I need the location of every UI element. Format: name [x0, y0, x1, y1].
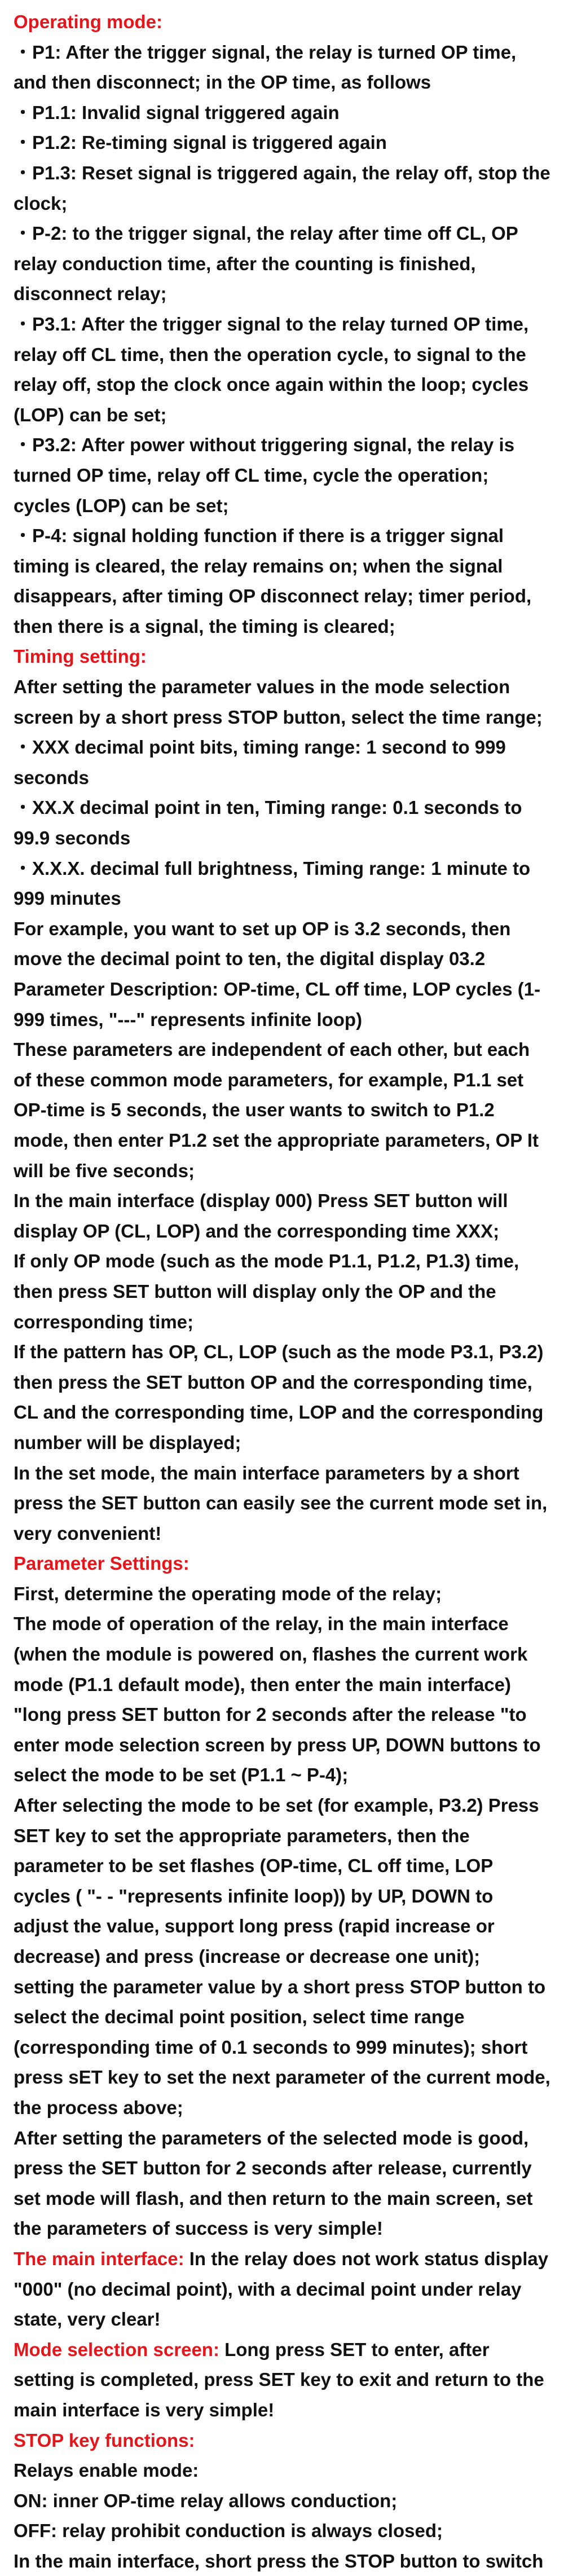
mode-selection-label: Mode selection screen: — [14, 2339, 219, 2360]
timing-setting-line: After setting the parameter values in the mode selection screen by a short press STOP button, select the time range; — [14, 672, 550, 732]
timing-setting-heading: Timing setting: — [14, 641, 550, 672]
timing-setting-line: If only OP mode (such as the mode P1.1, P1.2, P1.3) time, then press SET button will display only the OP and the corresponding time; — [14, 1246, 550, 1337]
timing-setting-line: ・XX.X decimal point in ten, Timing range: 0.1 seconds to 99.9 seconds — [14, 792, 550, 853]
operating-mode-line: ・P3.2: After power without triggering signal, the relay is turned OP time, relay off CL time, cycle the operation; cycles (LOP) can be set; — [14, 430, 550, 521]
stop-key-line: Relays enable mode: — [14, 2455, 550, 2486]
operating-mode-line: ・P1.1: Invalid signal triggered again — [14, 98, 550, 128]
stop-key-line: OFF: relay prohibit conduction is always closed; — [14, 2516, 550, 2546]
parameter-settings-line: setting the parameter value by a short press STOP button to select the decimal point position, select time range (corresponding time of 0.1 seconds to 999 minutes); short press sET key to set the next parameter of the current mode, the process above; — [14, 1972, 550, 2123]
timing-setting-section — [14, 641, 550, 1548]
operating-mode-line: ・P-2: to the trigger signal, the relay after time off CL, OP relay conduction time, after the counting is finished, disconnect relay; — [14, 218, 550, 309]
timing-setting-line: ・XXX decimal point bits, timing range: 1 second to 999 seconds — [14, 732, 550, 792]
operating-mode-line: ・P1: After the trigger signal, the relay is turned OP time, and then disconnect; in the OP time, as follows — [14, 37, 550, 98]
main-interface-paragraph — [14, 2244, 550, 2335]
parameter-settings-line: The mode of operation of the relay, in the main interface (when the module is powered on, flashes the current work mode (P1.1 default mode), then enter the main interface) "long press SET button for 2 seconds after the release "to enter mode selection screen by press UP, DOWN buttons to select the mode to be set (P1.1 ~ P-4); — [14, 1609, 550, 1790]
main-interface-label: The main interface: — [14, 2248, 184, 2269]
operating-mode-section — [14, 7, 550, 641]
parameter-settings-heading: Parameter Settings: — [14, 1548, 550, 1579]
stop-key-line: In the main interface, short press the STOP button to switch — [14, 2546, 550, 2576]
timing-setting-line: These parameters are independent of each other, but each of these common mode parameters, for example, P1.1 set OP-time is 5 seconds, the user wants to switch to P1.2 mode, then enter P1.2 set the appropriate parameters, OP It will be five seconds; — [14, 1034, 550, 1186]
parameter-settings-line: First, determine the operating mode of the relay; — [14, 1579, 550, 1609]
parameter-settings-line: After setting the parameters of the selected mode is good, press the SET button for 2 seconds after release, currently set mode will flash, and then return to the main screen, set the parameters of success is very simple! — [14, 2123, 550, 2244]
parameter-settings-section — [14, 1548, 550, 2244]
operating-mode-line: ・P-4: signal holding function if there is a trigger signal timing is cleared, the relay remains on; when the signal disappears, after timing OP disconnect relay; timer period, then there is a signal, the timing is cleared; — [14, 521, 550, 641]
main-interface-text: In the relay does not work status display "000" (no decimal point), with a decimal point under relay state, very clear! — [14, 2248, 548, 2330]
timing-setting-line: In the set mode, the main interface parameters by a short press the SET button can easily see the current mode set in, very convenient! — [14, 1458, 550, 1549]
timing-setting-line: Parameter Description: OP-time, CL off time, LOP cycles (1-999 times, "---" represents infinite loop) — [14, 974, 550, 1034]
operating-mode-line: ・P1.3: Reset signal is triggered again, the relay off, stop the clock; — [14, 158, 550, 218]
stop-key-heading: STOP key functions: — [14, 2425, 550, 2456]
timing-setting-line: ・X.X.X. decimal full brightness, Timing range: 1 minute to 999 minutes — [14, 853, 550, 914]
mode-selection-text: Long press SET to enter, after setting is completed, press SET key to exit and return to the main interface is very simple! — [14, 2339, 544, 2420]
timing-setting-line: In the main interface (display 000) Press SET button will display OP (CL, LOP) and the corresponding time XXX; — [14, 1186, 550, 1246]
mode-selection-paragraph — [14, 2335, 550, 2425]
operating-mode-line: ・P1.2: Re-timing signal is triggered again — [14, 127, 550, 158]
stop-key-line: ON: inner OP-time relay allows conduction; — [14, 2486, 550, 2516]
parameter-settings-line: After selecting the mode to be set (for example, P3.2) Press SET key to set the appropriate parameters, then the parameter to be set flashes (OP-time, CL off time, LOP cycles ( "- - "represents infinite loop)) by UP, DOWN to adjust the value, support long press (rapid increase or decrease) and press (increase or decrease one unit); — [14, 1790, 550, 1972]
operating-mode-line: ・P3.1: After the trigger signal to the relay turned OP time, relay off CL time, then the operation cycle, to signal to the relay off, stop the clock once again within the loop; cycles (LOP) can be set; — [14, 309, 550, 430]
timing-setting-line: For example, you want to set up OP is 3.2 seconds, then move the decimal point to ten, the digital display 03.2 — [14, 914, 550, 974]
operating-mode-heading: Operating mode: — [14, 7, 550, 37]
stop-key-section — [14, 2425, 550, 2576]
timing-setting-line: If the pattern has OP, CL, LOP (such as the mode P3.1, P3.2) then press the SET button OP and the corresponding time, CL and the corresponding time, LOP and the corresponding number will be displayed; — [14, 1337, 550, 1457]
